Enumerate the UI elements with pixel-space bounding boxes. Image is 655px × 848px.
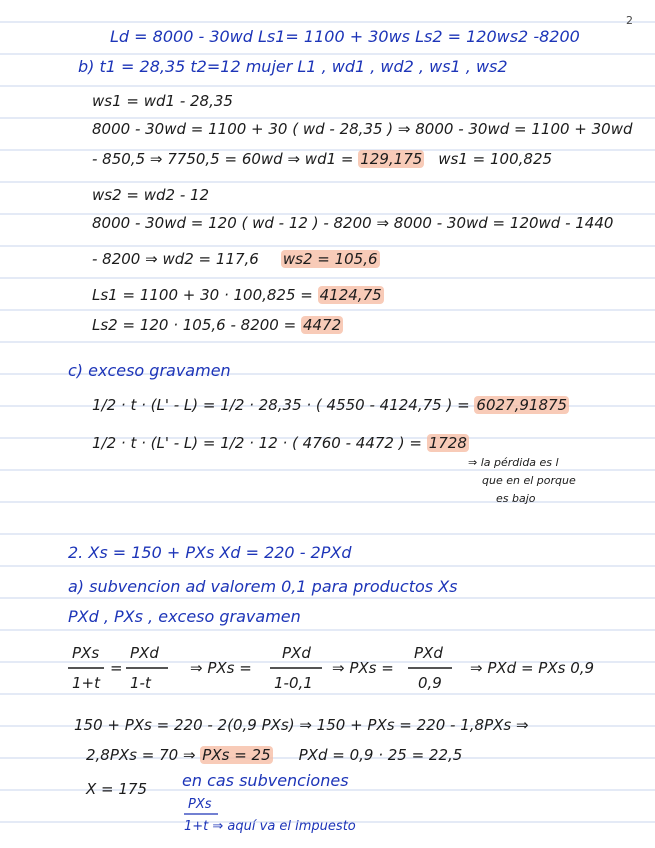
- page-number: 2: [626, 14, 633, 27]
- price-solution-text: 2,8PXs = 70 ⇒: [86, 746, 201, 764]
- excess-burden-1-text: 1/2 · t · (L' - L) = 1/2 · 28,35 · ( 4550 - 4124,75 ) =: [92, 396, 475, 414]
- fraction-1-denominator: 1+t: [72, 674, 100, 692]
- equations-header: Ld = 8000 - 30wd Ls1= 1100 + 30ws Ls2 = 120ws2 -8200: [110, 27, 580, 46]
- ws2-equation: ws2 = wd2 - 12: [92, 186, 210, 204]
- subsidy-fraction-numerator: PXs: [188, 797, 212, 812]
- wd1-derivation-text: - 850,5 ⇒ 7750,5 = 60wd ⇒ wd1 =: [92, 150, 359, 168]
- fraction-3-numerator: PXd: [282, 644, 311, 662]
- wd2-result: 117,6: [215, 250, 259, 268]
- pxs-result: PXs = 25: [202, 746, 271, 764]
- ls1-calculation-text: Ls1 = 1100 + 30 · 100,825 =: [92, 286, 318, 304]
- ls2-result: 4472: [302, 316, 342, 334]
- ls2-calculation-text: Ls2 = 120 · 105,6 - 8200 =: [92, 316, 301, 334]
- section-2a-subtitle: PXd , PXs , exceso gravamen: [68, 607, 301, 626]
- fraction-3-lhs: ⇒ PXs =: [190, 659, 252, 677]
- fraction-4-denominator: 0,9: [418, 674, 442, 692]
- subsidy-fraction-denominator: 1+t ⇒ aquí va el impuesto: [184, 819, 356, 834]
- side-note-line-1: ⇒ la pérdida es l: [468, 456, 559, 469]
- section-b-title: b) t1 = 28,35 t2=12 mujer L1 , wd1 , wd2 , ws1 , ws2: [78, 57, 508, 76]
- ls1-result: 4124,75: [319, 286, 382, 304]
- excess-burden-2-result: 1728: [428, 434, 467, 452]
- fraction-2-numerator: PXd: [130, 644, 159, 662]
- section-c-title: c) exceso gravamen: [68, 361, 231, 380]
- pxd-expression: ⇒ PXd = PXs 0,9: [470, 659, 595, 677]
- equilibrium-equation-2: 8000 - 30wd = 120 ( wd - 12 ) - 8200 ⇒ 8000 - 30wd = 120wd - 1440: [92, 214, 614, 232]
- equals-sign: =: [110, 659, 123, 677]
- fraction-2-denominator: 1-t: [130, 674, 151, 692]
- pxd-result: PXd = 0,9 · 25 = 22,5: [298, 746, 463, 764]
- section-2a-title: a) subvencion ad valorem 0,1 para productos Xs: [68, 577, 458, 596]
- excess-burden-1-result: 6027,91875: [476, 396, 568, 414]
- side-note-line-2: que en el porque: [482, 474, 576, 487]
- wd1-result: 129,175: [360, 150, 423, 168]
- fraction-4-numerator: PXd: [414, 644, 443, 662]
- fraction-1-numerator: PXs: [72, 644, 100, 662]
- ws2-result: ws2 = 105,6: [282, 250, 378, 268]
- excess-burden-2-text: 1/2 · t · (L' - L) = 1/2 · 12 · ( 4760 - 4472 ) =: [92, 434, 427, 452]
- wd2-derivation-text: - 8200 ⇒ wd2 =: [92, 250, 216, 268]
- quantity-result: X = 175: [86, 780, 148, 798]
- subsidy-note: en cas subvenciones: [182, 771, 349, 790]
- problem-2-header: 2. Xs = 150 + PXs Xd = 220 - 2PXd: [68, 543, 352, 562]
- side-note-line-3: es bajo: [496, 492, 536, 505]
- equilibrium-equation-1: 8000 - 30wd = 1100 + 30 ( wd - 28,35 ) ⇒ 8000 - 30wd = 1100 + 30wd: [92, 120, 633, 138]
- ws1-equation: ws1 = wd1 - 28,35: [92, 92, 233, 110]
- price-equation: 150 + PXs = 220 - 2(0,9 PXs) ⇒ 150 + PXs = 220 - 1,8PXs ⇒: [74, 716, 529, 734]
- fraction-3-denominator: 1-0,1: [274, 674, 313, 692]
- ws1-result: ws1 = 100,825: [438, 150, 553, 168]
- fraction-4-lhs: ⇒ PXs =: [332, 659, 394, 677]
